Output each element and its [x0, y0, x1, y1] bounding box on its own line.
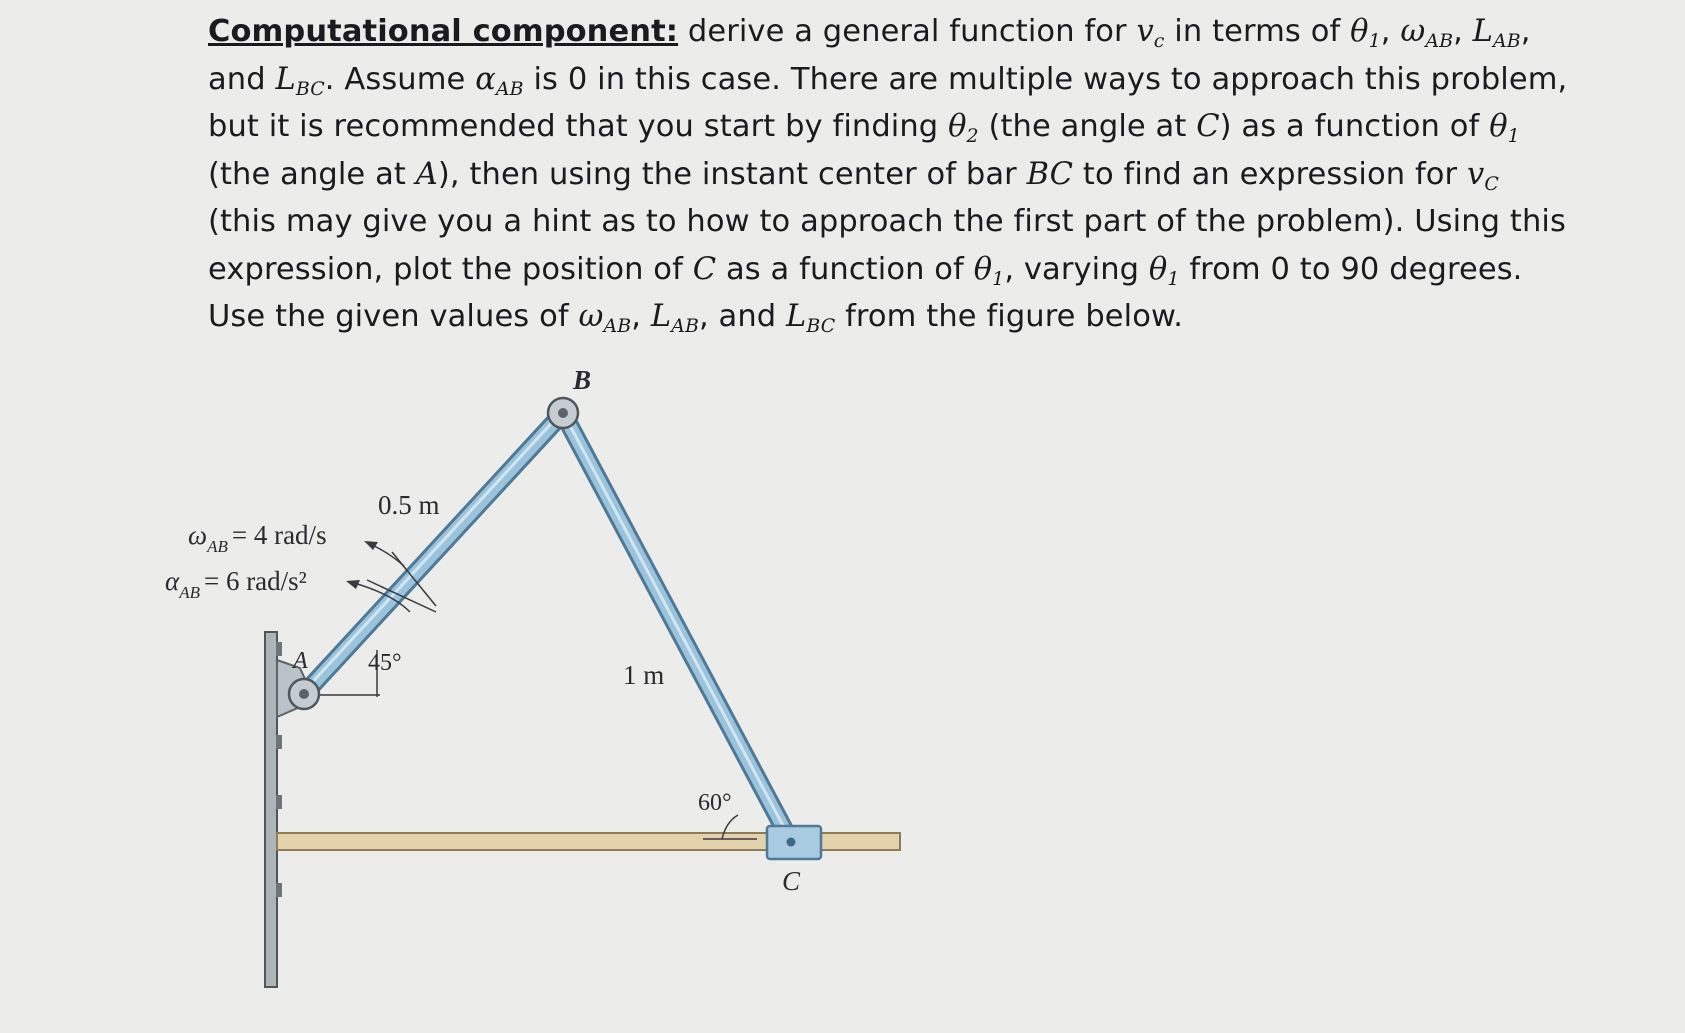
hint-text: (this may give you a hint as to how to approach the first part of the problem). Using this expression, plot the position of: [208, 204, 1566, 287]
as-a-function-text: as a function of: [725, 251, 964, 287]
length-bc-label: 1 m: [623, 660, 665, 690]
pin-b-center: [558, 408, 568, 418]
point-c-2: C: [692, 251, 717, 287]
wall-tab-1: [276, 642, 282, 656]
varying-text: , varying: [1004, 251, 1140, 287]
label-c: C: [782, 866, 801, 896]
bar-ab-highlight: [307, 414, 560, 688]
bar-ab-face: [304, 413, 563, 694]
symbol-l-bc-2: $L_{BC}$: [786, 299, 836, 338]
symbol-theta1-4: $\theta_1$: [1148, 251, 1180, 290]
range-text: from 0 to 90 degrees. Use the given values of: [208, 251, 1523, 334]
pin-a-center: [299, 689, 309, 699]
wall-tab-4: [276, 883, 282, 897]
symbol-theta2: $\theta_2$: [948, 109, 979, 148]
assume-text: Assume: [344, 61, 466, 97]
in-terms-text: in terms of: [1174, 14, 1341, 49]
symbol-l-bc: $L_{BC}$: [275, 61, 325, 100]
angle-at-c-text: (the angle at: [988, 109, 1187, 144]
problem-statement: Computational component: derive a general function for $v_c$ in terms of $\theta_1$, $\omega_{AB}$, $L_{AB}$, and $L_{BC}$. Assume $\alpha_{AB}$ is 0 in this case. There are multiple ways to approach this problem, but it is recommended that you start by finding $\theta_2$ (the angle at C) as a function of $\theta_1$ (the angle at A), then using the instant center of bar BC to find an expression for $v_C$ (this may give you a hint as to how to approach the first part of the problem). Using this expression, plot the position of C as a function of $\theta_1$, varying $\theta_1$ from 0 to 90 degrees. Use the given values of $\omega_{AB}$, $L_{AB}$, and $L_{BC}$ from the figure below.: [208, 14, 1568, 338]
symbol-theta1-3: $\theta_1$: [973, 251, 1005, 290]
length-ab-label: 0.5 m: [378, 490, 440, 520]
symbol-l-ab: $L_{AB}$: [1472, 14, 1521, 53]
symbol-l-ab-2: $L_{AB}$: [650, 299, 699, 338]
bar-bc: BC: [1026, 156, 1074, 192]
omega-ab-label: $\omega_{AB} = 4$ rad/s: [188, 520, 327, 556]
point-c-1: C: [1196, 109, 1220, 144]
bar-bc-highlight: [567, 420, 787, 833]
wall-tab-2: [276, 735, 282, 749]
intro-text: derive a general function for: [687, 14, 1127, 49]
symbol-vc: $v_c$: [1136, 14, 1165, 53]
symbol-omega-ab-2: $\omega_{AB}$: [578, 299, 632, 338]
as-function-text: ) as a function of: [1219, 109, 1480, 144]
symbol-vc-2: $v_C$: [1467, 156, 1499, 195]
symbol-theta1-2: $\theta_1$: [1489, 109, 1520, 148]
point-a: A: [415, 156, 438, 192]
alpha-arrowhead: [346, 580, 360, 589]
and-text-2: and: [718, 299, 777, 334]
omega-arrowhead: [364, 541, 378, 550]
to-find-text: to find an expression for: [1082, 156, 1458, 192]
alpha-ab-label: $\alpha_{AB} = 6$ rad/s²: [165, 566, 307, 602]
symbol-alpha-ab: $\alpha_{AB}$: [475, 61, 524, 100]
problem-heading: Computational component:: [208, 14, 679, 49]
wall-tab-3: [276, 795, 282, 809]
wall-post: [265, 632, 277, 987]
is-zero-text: is 0 in this case. There are multiple ways to approach this problem, but it is recommended that you start by finding: [208, 61, 1568, 144]
symbol-omega-ab: $\omega_{AB}$: [1400, 14, 1454, 53]
angle-at-a-text: (the angle at: [208, 156, 406, 192]
angle-a-label: 45°: [368, 650, 402, 676]
label-a: A: [293, 648, 308, 674]
from-figure-text: from the figure below.: [845, 299, 1184, 334]
omega-arrow: [370, 544, 404, 566]
label-b: B: [573, 365, 592, 395]
then-using-text: ), then using the instant center of bar: [437, 156, 1017, 192]
angle-c-label: 60°: [698, 790, 732, 816]
and-text-1: and: [208, 61, 266, 97]
symbol-theta1: $\theta_1$: [1350, 14, 1381, 53]
pin-c: [787, 838, 796, 847]
